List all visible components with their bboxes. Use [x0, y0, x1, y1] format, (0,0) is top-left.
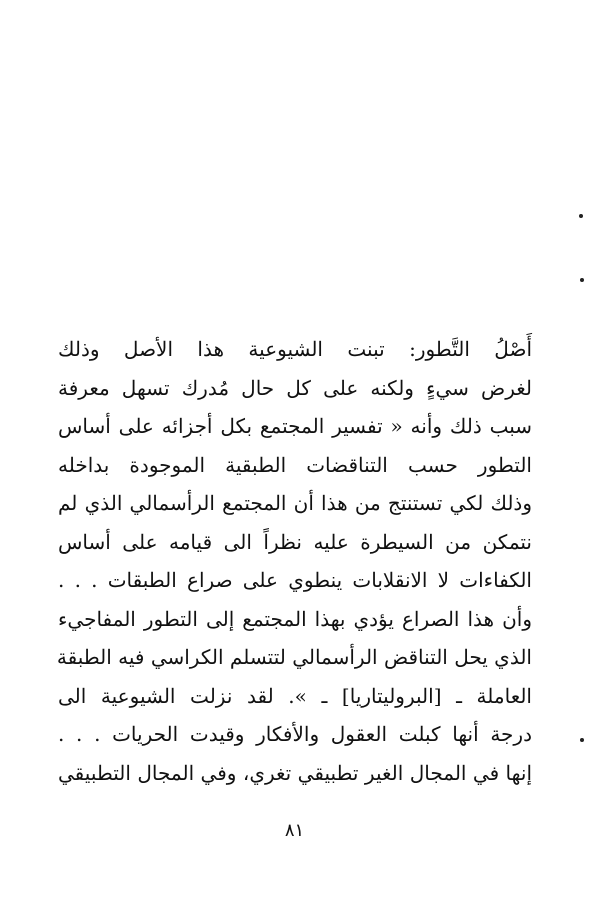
text-line: درجة أنها كبلت العقول والأفكار وقيدت الحريات . . .: [58, 722, 532, 746]
text-line: وأن هذا الصراع يؤدي بهذا المجتمع إلى التطور المفاجيء: [58, 606, 532, 631]
body-text: [58, 330, 532, 792]
page-number: ٨١: [284, 820, 305, 841]
text-line: وذلك لكي تستنتج من هذا أن المجتمع الرأسمالي الذي لم: [58, 491, 532, 515]
text-line: نتمكن من السيطرة عليه نظراً الى قيامه على أساس: [58, 529, 532, 554]
text-line: أَصْلُ التَّطور: تبنت الشيوعية هذا الأصل وذلك: [58, 337, 532, 361]
text-line: الذي يحل التناقض الرأسمالي لتتسلم الكراسي فيه الطبقة: [56, 645, 532, 669]
text-line: لغرض سيءٍ ولكنه على كل حال مُدرك تسهل معرفة: [58, 375, 532, 400]
margin-mark-middle: [580, 278, 584, 282]
margin-mark-top: [579, 214, 583, 218]
text-line: الكفاءات لا الانقلابات ينطوي على صراع الطبقات . . .: [58, 568, 532, 592]
margin-mark-bottom: [580, 738, 584, 742]
text-line: سبب ذلك وأنه « تفسير المجتمع بكل أجزائه على أساس: [58, 414, 532, 438]
text-line: التطور حسب التناقضات الطبقية الموجودة بداخله: [58, 452, 532, 477]
text-line: العاملة ـ [البروليتاريا] ـ ». لقد نزلت الشيوعية الى: [58, 683, 532, 708]
text-line: إنها في المجال الغير تطبيقي تغري، وفي المجال التطبيقي: [58, 760, 532, 785]
